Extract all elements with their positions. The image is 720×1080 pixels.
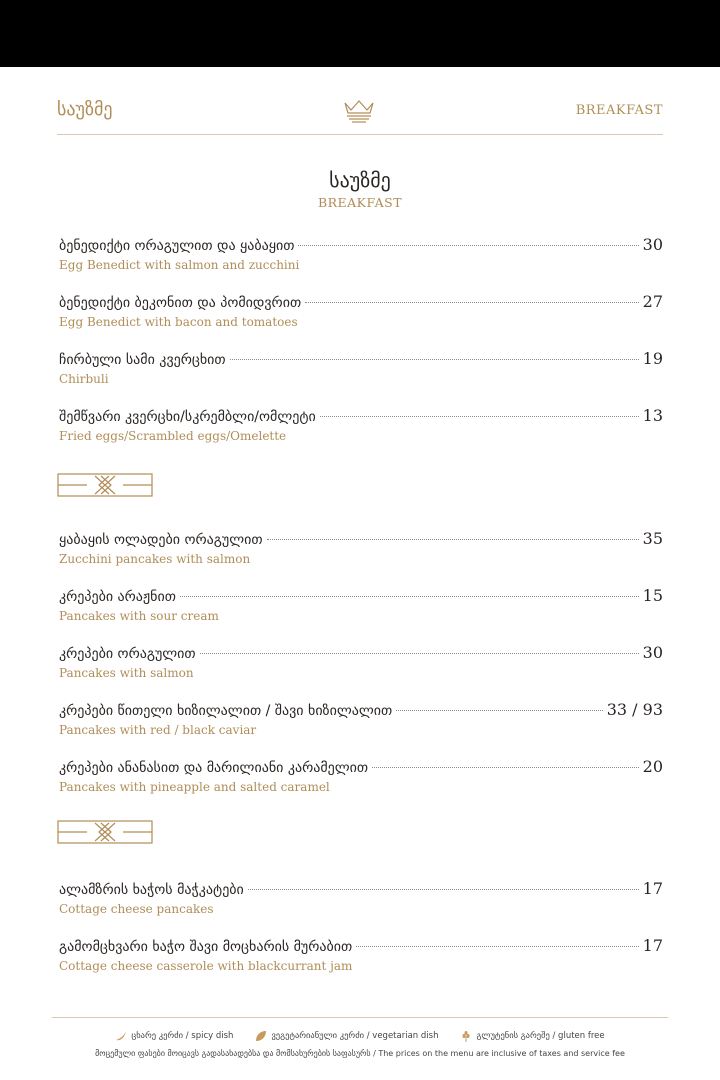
crown-logo-icon [341, 97, 377, 125]
item-name-georgian: ჩირბული სამი კვერცხით [59, 352, 226, 368]
menu-item [59, 406, 663, 450]
legend-gluten-free [460, 1030, 604, 1042]
page-header [57, 95, 663, 135]
item-name-english: Egg Benedict with salmon and zucchini [59, 258, 300, 272]
price-note: მოცემული ფასები მოიცავს გადასახადებსა და მომსახურების საფასურს / The prices on the menu are inclusive of taxes and service fee [95, 1049, 625, 1058]
dot-leader [180, 596, 639, 597]
dot-leader [320, 416, 639, 417]
item-name-georgian: კრეპები ორაგულით [59, 646, 196, 662]
legend-gluten-free-label: გლუტენის გარეშე / gluten free [476, 1031, 605, 1041]
item-price: 30 [642, 643, 663, 662]
legend-spicy-label: ცხარე კერძი / spicy dish [131, 1031, 234, 1041]
leaf-icon [255, 1030, 267, 1042]
legend-vegetarian [255, 1030, 438, 1042]
legend-spicy [115, 1030, 233, 1042]
item-name-english: Zucchini pancakes with salmon [59, 552, 251, 566]
page-footer [52, 1017, 668, 1077]
item-price: 20 [642, 757, 663, 776]
dot-leader [372, 767, 639, 768]
menu-item [59, 586, 663, 630]
item-name-english: Cottage cheese casserole with blackcurrant jam [59, 959, 353, 973]
menu-item [59, 529, 663, 573]
dot-leader [230, 359, 639, 360]
item-name-english: Pancakes with salmon [59, 666, 194, 680]
item-name-georgian: კრეპები წითელი ხიზილალით / შავი ხიზილალით [59, 703, 393, 719]
item-name-georgian: ყაბაყის ოლადები ორაგულით [59, 532, 263, 548]
chili-pepper-icon [115, 1030, 127, 1042]
item-name-georgian: შემწვარი კვერცხი/სკრემბლი/ომლეტი [59, 409, 316, 425]
menu-item [59, 235, 663, 279]
item-name-georgian: გამომცხვარი ხაჭო შავი მოცხარის მურაბით [59, 939, 353, 955]
item-price: 33 / 93 [606, 700, 663, 719]
dot-leader [248, 889, 639, 890]
menu-item [59, 292, 663, 336]
section-subtitle: BREAKFAST [317, 195, 403, 210]
dot-leader [396, 710, 603, 711]
dietary-legend [52, 1030, 668, 1042]
menu-item [59, 757, 663, 801]
legend-vegetarian-label: ვეგეტარიანული კერძი / vegetarian dish [271, 1031, 439, 1041]
item-name-english: Pancakes with pineapple and salted caramel [59, 780, 330, 794]
dot-leader [267, 539, 639, 540]
dot-leader [298, 245, 638, 246]
item-price: 19 [642, 349, 663, 368]
item-name-english: Chirbuli [59, 372, 109, 386]
item-name-english: Cottage cheese pancakes [59, 902, 214, 916]
dot-leader [356, 946, 638, 947]
menu-item [59, 936, 663, 980]
item-price: 15 [642, 586, 663, 605]
item-name-georgian: ბენედიქტი ორაგულით და ყაბაყით [59, 238, 295, 254]
section-title: საუზმე [329, 168, 391, 192]
dot-leader [305, 302, 638, 303]
item-name-english: Pancakes with red / black caviar [59, 723, 257, 737]
item-price: 30 [642, 235, 663, 254]
dot-leader [200, 653, 639, 654]
header-title-georgian: საუზმე [57, 99, 113, 120]
menu-item [59, 700, 663, 744]
item-name-english: Egg Benedict with bacon and tomatoes [59, 315, 298, 329]
item-name-georgian: კრეპები ანანასით და მარილიანი კარამელით [59, 760, 369, 776]
ornament-divider-icon [57, 471, 153, 499]
item-name-georgian: კრეპები არაჟნით [59, 589, 176, 605]
item-price: 17 [642, 936, 663, 955]
item-name-georgian: ალამზრის ხაჭოს მაჭკატები [59, 882, 244, 898]
top-black-bar [0, 0, 720, 67]
item-name-english: Pancakes with sour cream [59, 609, 219, 623]
item-name-georgian: ბენედიქტი ბეკონით და პომიდვრით [59, 295, 302, 311]
header-title-english: BREAKFAST [575, 103, 663, 118]
menu-page [0, 67, 720, 1080]
wheat-icon [460, 1030, 472, 1042]
item-price: 27 [642, 292, 663, 311]
menu-item [59, 349, 663, 393]
menu-item [59, 879, 663, 923]
item-name-english: Fried eggs/Scrambled eggs/Omelette [59, 429, 287, 443]
item-price: 17 [642, 879, 663, 898]
ornament-divider-icon [57, 818, 153, 846]
menu-item [59, 643, 663, 687]
item-price: 35 [642, 529, 663, 548]
item-price: 13 [642, 406, 663, 425]
